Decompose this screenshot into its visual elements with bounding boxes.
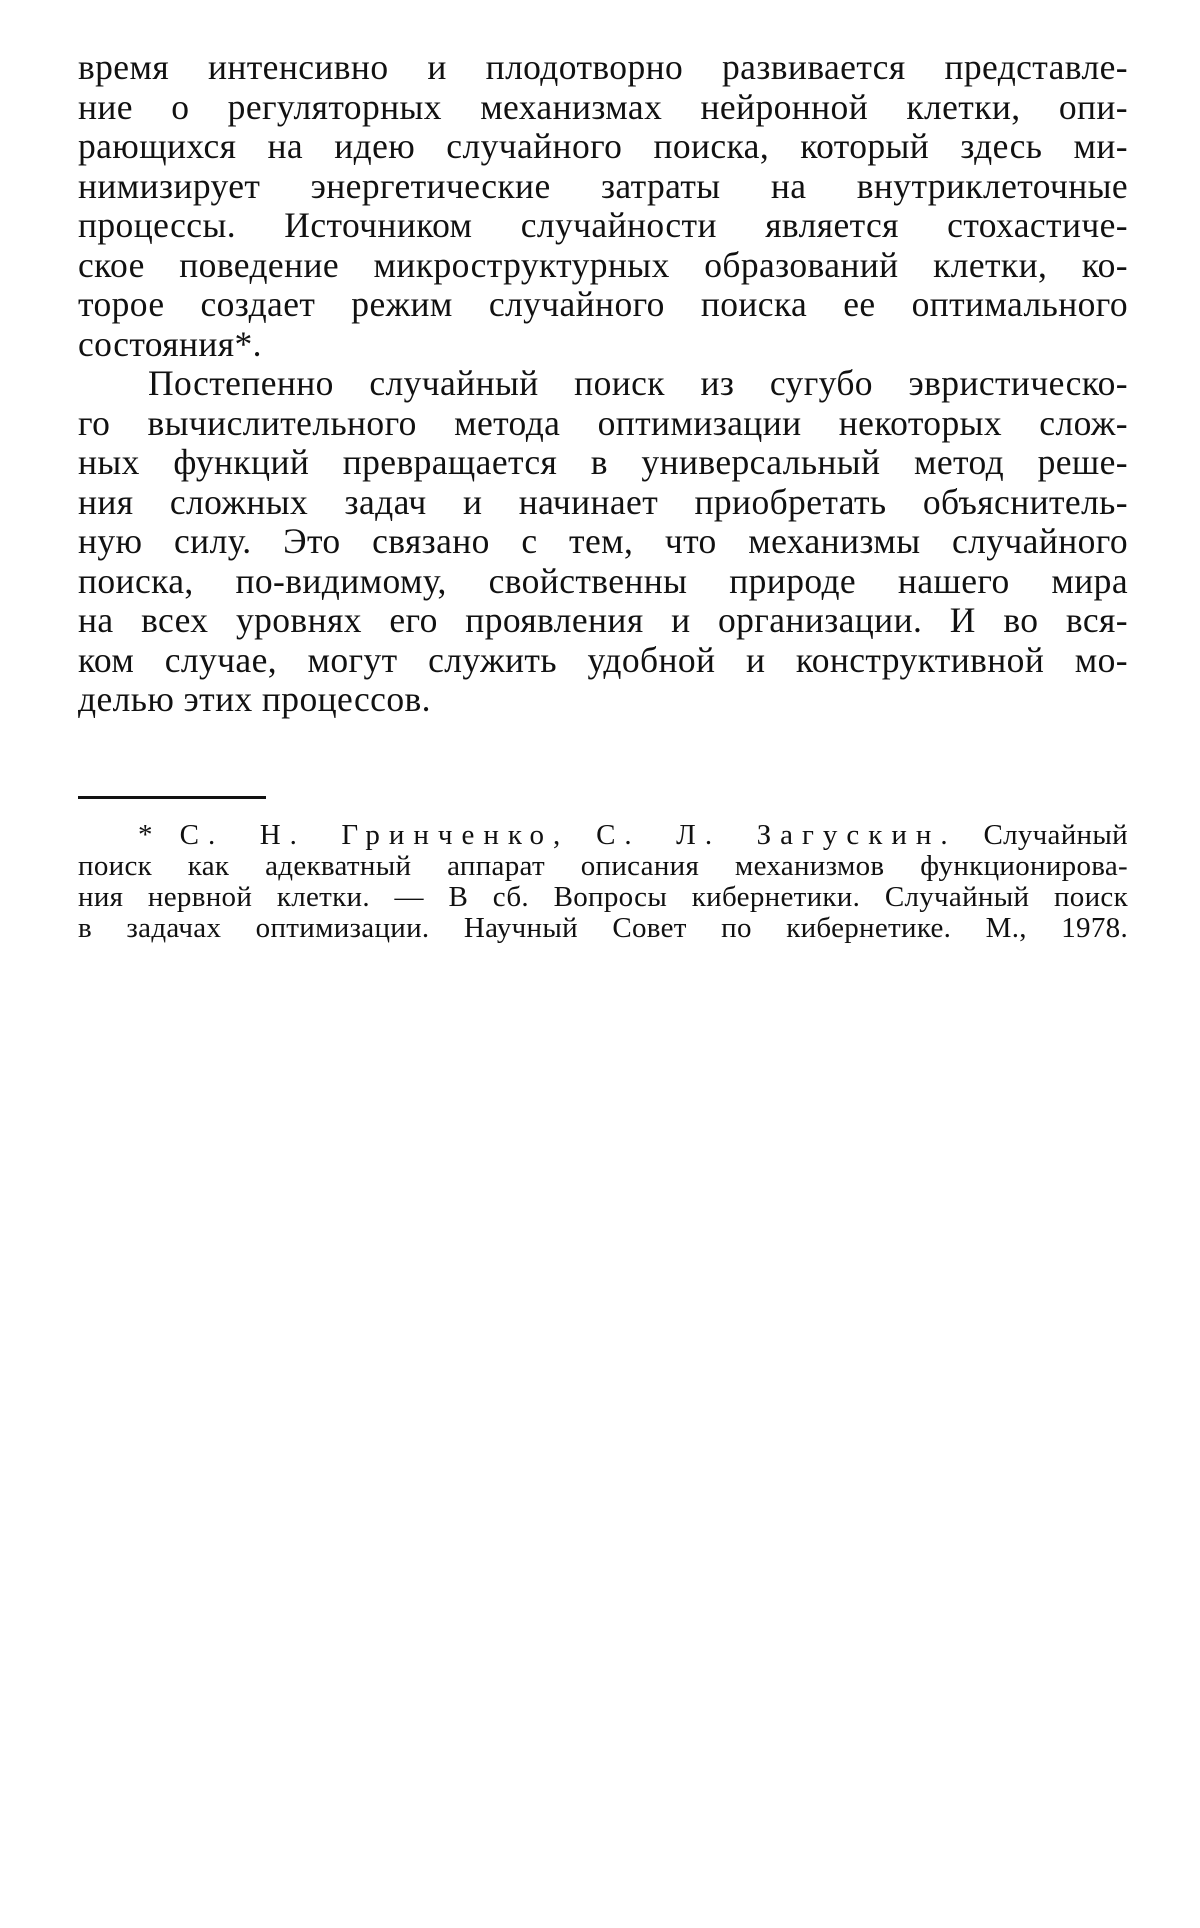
text-line: на всех уровнях его проявления и организации. И во вся- xyxy=(78,600,1128,640)
text-line: рающихся на идею случайного поиска, который здесь ми- xyxy=(78,126,1128,166)
text-line: делью этих процессов. xyxy=(78,679,431,719)
footnote-author: С. Н. Гринченко, xyxy=(179,819,570,851)
text-line: ных функций превращается в универсальный метод реше- xyxy=(78,442,1128,482)
text-line: нимизирует энергетические затраты на внутриклеточные xyxy=(78,165,1128,206)
text-line: Постепенно случайный поиск из сугубо эвристическо- xyxy=(148,363,1128,403)
text-line: состояния*. xyxy=(78,323,262,364)
text-line: время интенсивно и плодотворно развивается представле- xyxy=(78,47,1128,87)
text-line: ское поведение микроструктурных образований клетки, ко- xyxy=(78,244,1128,285)
footnote xyxy=(78,820,1128,944)
main-text xyxy=(78,48,1128,720)
text-line: ную силу. Это связано с тем, что механизмы случайного xyxy=(78,521,1128,561)
text-line: ние о регуляторных механизмах нейронной клетки, опи- xyxy=(78,86,1128,127)
footnote-divider xyxy=(78,796,266,799)
footnote-line: в задачах оптимизации. Научный Совет по кибернетике. М., 1978. xyxy=(78,912,1128,944)
footnote-line xyxy=(78,820,1128,851)
text-line: ния сложных задач и начинает приобретать объяснитель- xyxy=(78,481,1128,522)
footnote-title-start: Случайный xyxy=(983,819,1128,851)
text-line: поиска, по-видимому, свойственны природе нашего мира xyxy=(78,560,1128,601)
text-line: ком случае, могут служить удобной и конструктивной мо- xyxy=(78,639,1128,680)
text-line: го вычислительного метода оптимизации некоторых слож- xyxy=(78,402,1128,443)
footnote-line: ния нервной клетки. — В сб. Вопросы кибернетики. Случайный поиск xyxy=(78,881,1128,913)
footnote-author: С. Л. Загускин. xyxy=(596,819,957,851)
text-line: процессы. Источником случайности является стохастиче- xyxy=(78,205,1128,245)
text-line: торое создает режим случайного поиска ее оптимального xyxy=(78,284,1128,324)
paragraph xyxy=(78,364,1128,720)
paragraph xyxy=(78,48,1128,364)
footnote-line: поиск как адекватный аппарат описания механизмов функционирова- xyxy=(78,850,1128,882)
footnote-marker: * xyxy=(138,819,153,851)
